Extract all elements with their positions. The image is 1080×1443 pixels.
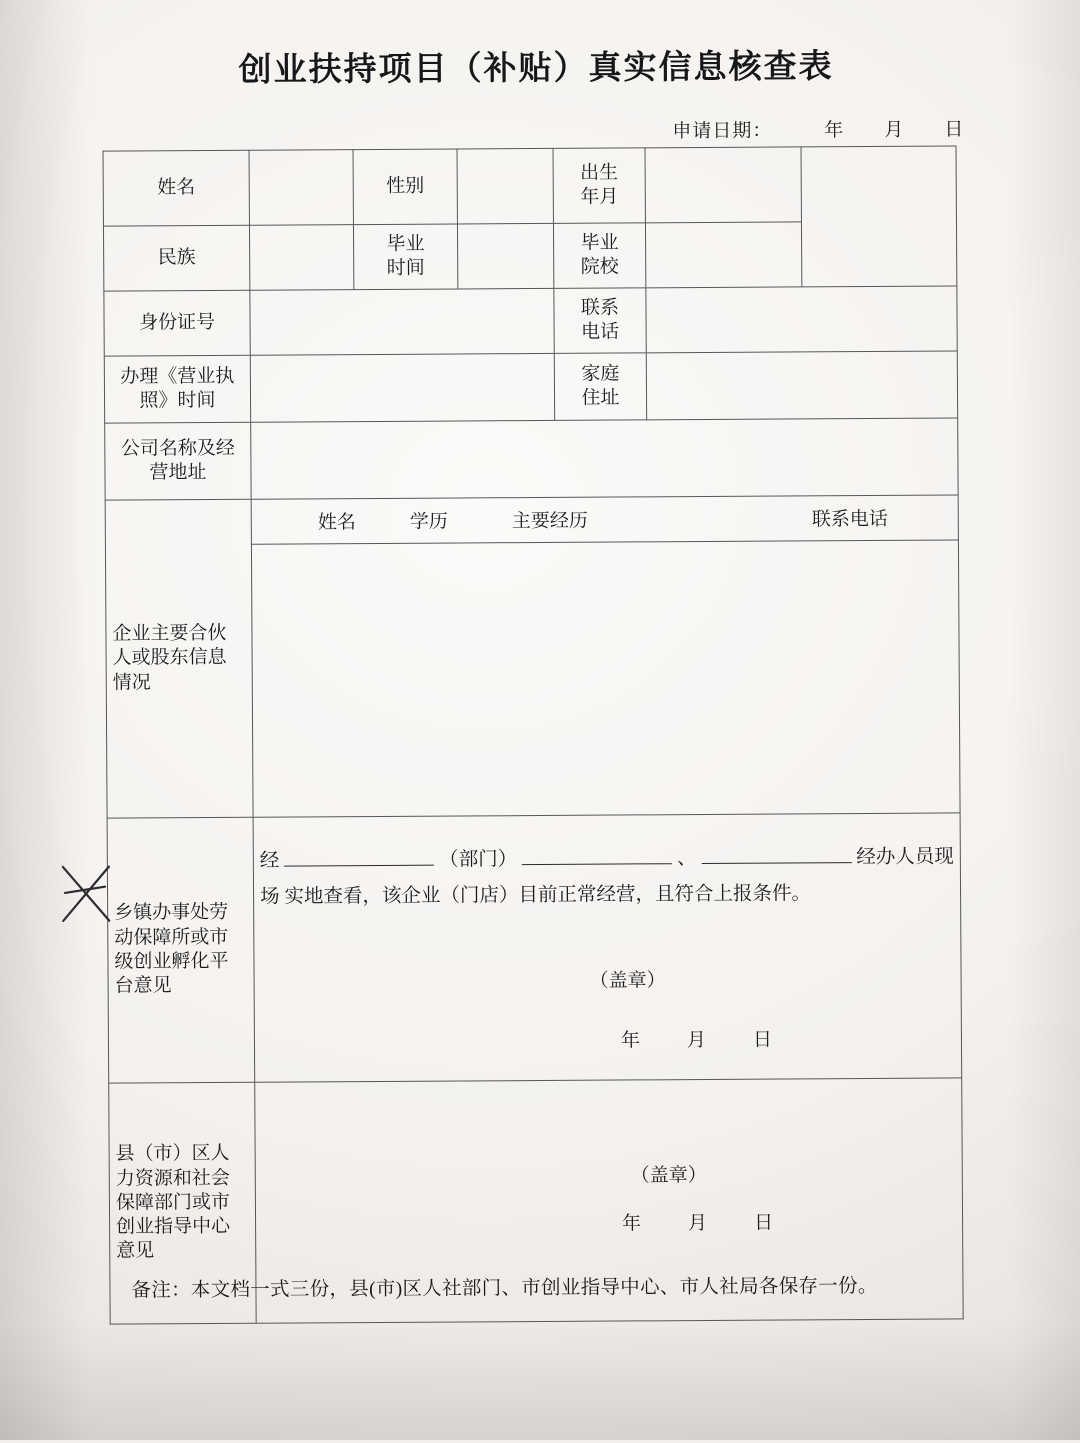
partner-columns-header bbox=[251, 495, 958, 544]
table-row bbox=[104, 351, 957, 423]
value-birth[interactable] bbox=[645, 147, 801, 223]
label-partners-line1: 企业主要合伙 bbox=[112, 622, 227, 645]
value-id-number[interactable] bbox=[250, 288, 554, 355]
table-row bbox=[104, 286, 957, 356]
town-opinion-date bbox=[261, 1028, 955, 1057]
value-phone[interactable] bbox=[646, 286, 957, 353]
label-county-opinion-line4: 创业指导中心 bbox=[116, 1216, 231, 1238]
table-row bbox=[105, 418, 958, 500]
town-opinion-day: 日 bbox=[752, 1029, 774, 1051]
label-town-opinion-line1: 乡镇办事处劳 bbox=[114, 902, 229, 924]
label-town-opinion-line4: 台意见 bbox=[114, 975, 172, 997]
apply-date-label: 申请日期： bbox=[672, 120, 773, 143]
label-home-address-line1: 家庭 bbox=[581, 363, 620, 385]
label-license-date-line2: 照》时间 bbox=[139, 389, 216, 412]
value-license-date[interactable] bbox=[250, 353, 554, 422]
value-graduation-school[interactable] bbox=[645, 222, 801, 288]
apply-date-line bbox=[672, 114, 964, 143]
value-graduation-time[interactable] bbox=[457, 223, 553, 289]
label-county-opinion-line1: 县（市）区人 bbox=[115, 1143, 230, 1165]
county-opinion-day: 日 bbox=[754, 1212, 775, 1234]
county-opinion-date bbox=[262, 1210, 956, 1239]
county-opinion-seal: （盖章） bbox=[630, 1164, 707, 1187]
table-row bbox=[107, 813, 962, 1083]
partner-col-phone: 联系电话 bbox=[811, 508, 888, 531]
label-birth-line1: 出生 bbox=[580, 162, 619, 184]
label-county-opinion-line3: 保障部门或市 bbox=[115, 1191, 231, 1214]
label-partners bbox=[105, 499, 253, 818]
label-partners-line3: 情况 bbox=[112, 672, 151, 694]
value-company[interactable] bbox=[251, 418, 958, 499]
label-home-address-line2: 住址 bbox=[581, 387, 620, 409]
label-nation: 民族 bbox=[103, 225, 249, 291]
apply-date-month: 月 bbox=[884, 119, 905, 141]
label-town-opinion-line3: 级创业孵化平 bbox=[114, 950, 229, 973]
label-id-number: 身份证号 bbox=[104, 290, 250, 356]
value-gender[interactable] bbox=[457, 148, 553, 224]
information-table bbox=[103, 145, 964, 1324]
label-town-opinion bbox=[107, 817, 255, 1083]
town-opinion-part5: 实地查看，该企业（门店）目前正常经营，且符合上报条件。 bbox=[284, 883, 812, 908]
value-nation[interactable] bbox=[249, 225, 353, 291]
label-partners-line2: 人或股东信息 bbox=[112, 647, 227, 669]
label-town-opinion-line2: 动保障所或市 bbox=[114, 926, 229, 949]
page-title: 创业扶持项目（补贴）真实信息核查表 bbox=[238, 49, 834, 89]
town-opinion-part2: （部门） bbox=[439, 848, 518, 871]
label-graduation-school-line2: 院校 bbox=[580, 256, 619, 278]
partner-col-name: 姓名 bbox=[317, 511, 356, 534]
table-row bbox=[103, 146, 956, 226]
label-county-opinion-line2: 力资源和社会 bbox=[115, 1167, 230, 1190]
table-row bbox=[105, 495, 958, 545]
label-birth-line2: 年月 bbox=[580, 186, 619, 208]
label-phone-line2: 电话 bbox=[581, 321, 620, 343]
town-opinion-area[interactable] bbox=[253, 813, 962, 1082]
label-home-address bbox=[554, 353, 646, 421]
apply-date-day: 日 bbox=[944, 119, 965, 141]
town-opinion-text bbox=[260, 839, 954, 915]
remark-note: 备注：本文档一式三份，县(市)区人社部门、市创业指导中心、市人社局各保存一份。 bbox=[131, 1275, 878, 1302]
label-graduation-school bbox=[553, 223, 645, 289]
town-opinion-part4: 经办人员现场 bbox=[260, 846, 954, 908]
label-license-date-line1: 办理《营业执 bbox=[120, 365, 235, 388]
town-opinion-blank-1[interactable] bbox=[284, 864, 434, 866]
value-home-address[interactable] bbox=[646, 351, 957, 420]
town-opinion-month: 月 bbox=[686, 1030, 708, 1052]
label-graduation-time-line1: 毕业 bbox=[386, 233, 425, 255]
partner-col-education: 学历 bbox=[409, 511, 448, 533]
apply-date-year: 年 bbox=[824, 120, 845, 142]
town-opinion-seal: （盖章） bbox=[589, 969, 666, 992]
label-phone-line1: 联系 bbox=[580, 297, 620, 319]
label-company-line2: 营地址 bbox=[149, 462, 207, 484]
label-graduation-time bbox=[353, 224, 457, 290]
label-county-opinion-line5: 意见 bbox=[116, 1240, 155, 1263]
label-gender: 性别 bbox=[353, 149, 457, 225]
value-name[interactable] bbox=[249, 150, 353, 226]
town-opinion-blank-2[interactable] bbox=[522, 863, 672, 865]
town-opinion-blank-3[interactable] bbox=[701, 862, 851, 864]
handwritten-check-mark-icon bbox=[59, 863, 113, 925]
town-opinion-part3: 、 bbox=[676, 847, 697, 869]
county-opinion-year: 年 bbox=[622, 1213, 643, 1235]
label-license-date bbox=[104, 355, 250, 423]
partner-entry-area[interactable] bbox=[251, 540, 960, 817]
town-opinion-year: 年 bbox=[620, 1030, 642, 1052]
photo-cell[interactable] bbox=[801, 146, 957, 287]
label-name: 姓名 bbox=[103, 150, 249, 226]
partner-col-experience: 主要经历 bbox=[511, 510, 588, 533]
county-opinion-month: 月 bbox=[688, 1212, 709, 1235]
label-graduation-school-line1: 毕业 bbox=[580, 232, 619, 254]
label-company-line1: 公司名称及经 bbox=[120, 437, 235, 460]
label-graduation-time-line2: 时间 bbox=[386, 257, 425, 279]
label-phone bbox=[554, 288, 646, 354]
label-birth bbox=[553, 148, 645, 224]
town-opinion-part1: 经 bbox=[259, 850, 280, 872]
label-company bbox=[105, 422, 251, 500]
